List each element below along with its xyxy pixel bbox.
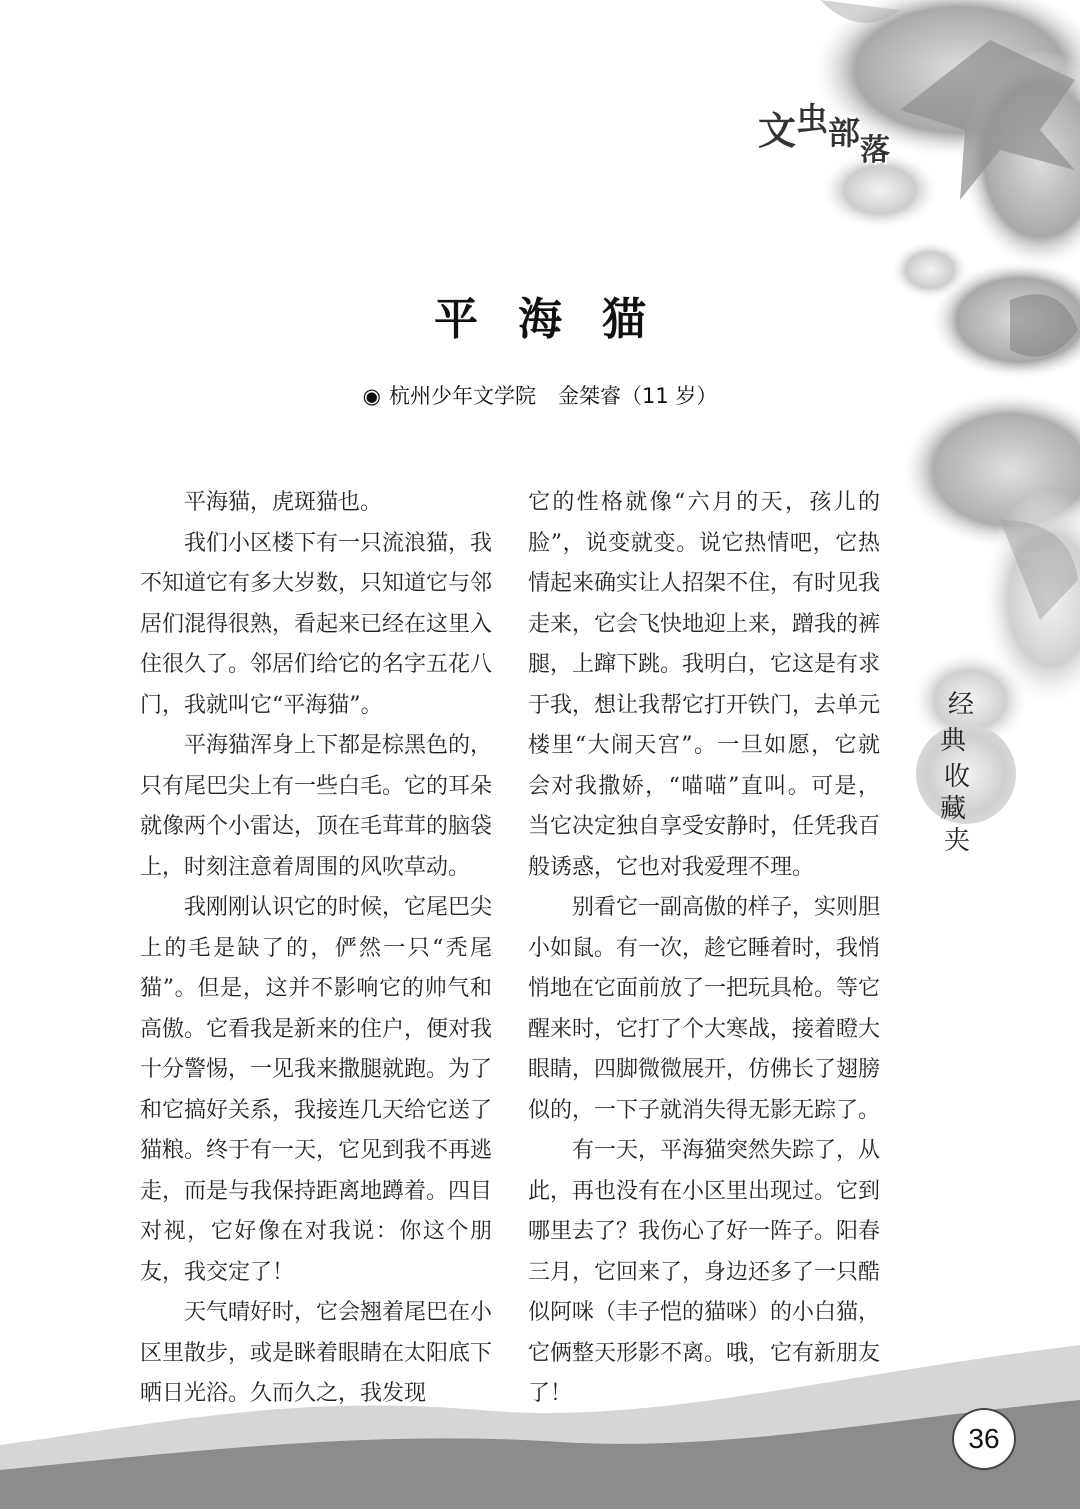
side-label-char: 经	[948, 690, 975, 720]
paragraph: 天气晴好时，它会翘着尾巴在小区里散步，或是眯着眼睛在太阳底下晒日光浴。久而久之，我发现	[140, 1300, 493, 1406]
body-column-left	[140, 483, 492, 1415]
paragraph: 别看它一副高傲的样子，实则胆小如鼠。有一次，趁它睡着时，我悄悄地在它面前放了一把玩具枪。等它醒来时，它打了个大寒战，接着瞪大眼睛，四脚微微展开，仿佛长了翅膀似的，一下子就消失得无影无踪了。	[528, 895, 881, 1123]
page-number: 36	[952, 1408, 1016, 1470]
paragraph: 我们小区楼下有一只流浪猫，我不知道它有多大岁数，只知道它与邻居们混得很熟，看起来已经在这里入住很久了。邻居们给它的名字五花八门，我就叫它“平海猫”。	[140, 530, 493, 718]
side-label-char: 收	[944, 762, 971, 792]
paragraph: 有一天，平海猫突然失踪了，从此，再也没有在小区里出现过。它到哪里去了？我伤心了好一阵子。阳春三月，它回来了，身边还多了一只酷似阿咪（丰子恺的猫咪）的小白猫，它俩整天形影不离。哦，它有新朋友了！	[528, 1138, 881, 1406]
paragraph: 它的性格就像“六月的天，孩儿的脸”，说变就变。说它热情吧，它热情起来确实让人招架不住，有时见我走来，它会飞快地迎上来，蹭我的裤腿，上蹿下跳。我明白，它这是有求于我，想让我帮它打开铁门，去单元楼里“大闹天宫”。一旦如愿，它就会对我撒娇，“喵喵”直叫。可是，当它决定独自享受安静时，任凭我百般诱惑，它也对我爱理不理。	[528, 490, 881, 880]
side-label-char: 夹	[944, 826, 971, 856]
body-column-right	[528, 483, 880, 1415]
paragraph: 平海猫浑身上下都是棕黑色的，只有尾巴尖上有一些白毛。它的耳朵就像两个小雷达，顶在毛茸茸的脑袋上，时刻注意着周围的风吹草动。	[140, 733, 493, 880]
article-title: 平海猫	[434, 294, 686, 345]
section-char: 文	[758, 109, 797, 153]
section-char: 落	[860, 133, 891, 168]
side-label-char: 藏	[940, 794, 967, 824]
byline-author: 金桀睿（11 岁）	[557, 384, 718, 408]
byline-school: 杭州少年文学院	[388, 384, 536, 408]
section-char: 虫	[796, 100, 829, 138]
side-label	[910, 684, 1030, 854]
paragraph: 平海猫，虎斑猫也。	[184, 490, 383, 515]
paragraph: 我刚刚认识它的时候，它尾巴尖上的毛是缺了的，俨然一只“秃尾猫”。但是，这并不影响它的帅气和高傲。它看我是新来的住户，便对我十分警惕，一见我来撒腿就跑。为了和它搞好关系，我接连几天给它送了猫粮。终于有一天，它见到我不再逃走，而是与我保持距离地蹲着。四目对视，它好像在对我说：你这个朋友，我交定了！	[140, 895, 493, 1285]
byline	[0, 380, 1080, 410]
bullet-icon: ◉	[362, 384, 381, 408]
section-char: 部	[828, 114, 861, 152]
section-label	[758, 100, 891, 168]
side-label-char: 典	[940, 726, 967, 756]
